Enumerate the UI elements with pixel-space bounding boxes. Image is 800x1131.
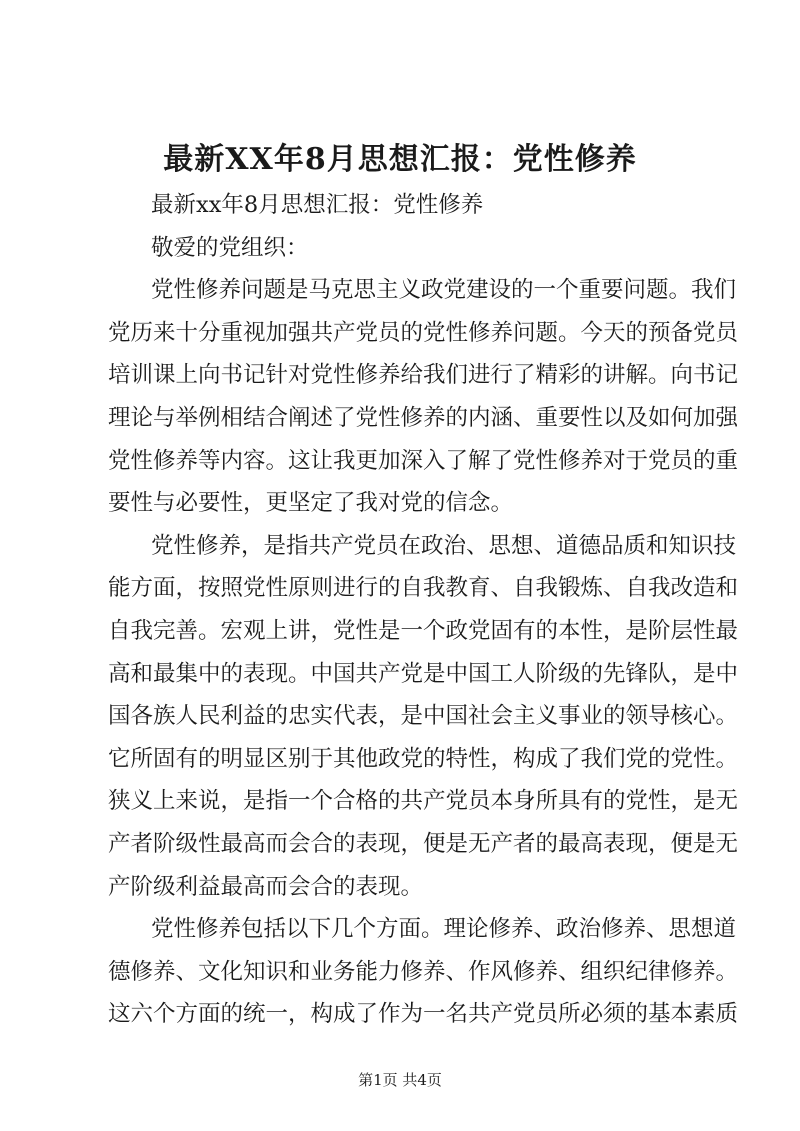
text-line: 它所固有的明显区别于其他政党的特性，构成了我们党的党性。 [108,745,739,772]
text-line: 党性修养，是指共产党员在政治、思想、道德品质和知识技 [151,532,737,559]
text-line: 党性修养包括以下几个方面。理论修养、政治修养、思想道 [151,916,737,943]
text-line: 自我完善。宏观上讲，党性是一个政党固有的本性，是阶层性最 [108,617,739,644]
text-line: 党性修养问题是马克思主义政党建设的一个重要问题。我们 [151,277,737,304]
text-line: 国各族人民利益的忠实代表，是中国社会主义事业的领导核心。 [108,703,739,730]
text-line: 产阶级利益最高而会合的表现。 [108,873,424,900]
text-line: 理论与举例相结合阐述了党性修养的内涵、重要性以及如何加强 [108,404,739,431]
text-line: 高和最集中的表现。中国共产党是中国工人阶级的先锋队，是中 [108,660,739,687]
text-line: 这六个方面的统一，构成了作为一名共产党员所必须的基本素质 [108,1001,739,1028]
text-line: 培训课上向书记针对党性修养给我们进行了精彩的讲解。向书记 [108,362,739,389]
text-line: 能方面，按照党性原则进行的自我教育、自我锻炼、自我改造和 [108,575,739,602]
document-body [108,184,739,1036]
text-line: 党性修养等内容。这让我更加深入了解了党性修养对于党员的重 [108,447,739,474]
text-line: 德修养、文化知识和业务能力修养、作风修养、组织纪律修养。 [108,958,739,985]
text-line: 产者阶级性最高而会合的表现，便是无产者的最高表现，便是无 [108,830,739,857]
text-line: 要性与必要性，更坚定了我对党的信念。 [108,490,514,517]
text-line: 敬爱的党组织： [151,234,309,261]
text-line: 党历来十分重视加强共产党员的党性修养问题。今天的预备党员 [108,319,739,346]
text-line: 狭义上来说，是指一个合格的共产党员本身所具有的党性，是无 [108,788,739,815]
document-title: 最新XX年8月思想汇报：党性修养 [163,142,637,177]
text-line: 最新xx年8月思想汇报：党性修养 [151,192,484,218]
page-footer: 第1页 共4页 [358,1071,442,1089]
